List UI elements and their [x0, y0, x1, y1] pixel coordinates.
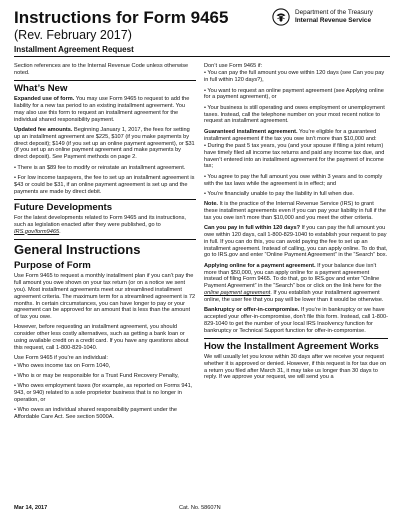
document-title: Instructions for Form 9465 [14, 8, 229, 27]
note-text: It is the practice of the Internal Revenue Service (IRS) to grant these installment agreements even if you can pay your liability in full if the tax you owe isn’t more than $10,000 and you meet the other criteria. [204, 201, 386, 221]
left-column [14, 63, 196, 425]
apply-online-label: Applying online for a payment agreement. [204, 262, 316, 269]
future-developments-paragraph [14, 215, 196, 235]
purpose-paragraph-1: Use Form 9465 to request a monthly installment plan if you can’t pay the full amount you owe shown on your tax return (or on a notice we sent you). Most installment agreements meet our streamlined installment agreement criteria. The maximum term for a streamlined agreement is 72 months. In certain circumstances, you can have longer to pay or your agreement can be approved for an amount that is less than the amount of tax you owe. [14, 273, 196, 321]
general-instructions-heading: General Instructions [14, 239, 196, 257]
agency-name: Internal Revenue Service [295, 17, 372, 24]
right-column [204, 63, 388, 385]
pay-120-days-label: Can you pay in full within 120 days? [204, 225, 301, 232]
how-agreement-works-heading: How the Installment Agreement Works [204, 338, 388, 352]
individual-bullet-3: • Who owes employment taxes (for example, as reported on Forms 941, 943, or 940) related to a sole proprietor business that is no longer in operation, or [14, 383, 193, 404]
apply-online-end: . If you establish your installment agreement online, the user fee that you pay will be lower than it would be otherwise. [204, 290, 384, 303]
individual-bullet-1: • Who owes income tax on Form 1040, [14, 362, 111, 369]
future-developments-heading: Future Developments [14, 199, 196, 213]
purpose-of-form-heading: Purpose of Form [14, 260, 91, 272]
purpose-paragraph-2: However, before requesting an installment agreement, you should consider other less costly alternatives, such as getting a bank loan or using available credit on a credit card. If you have any questions about this request, call 1-800-829-1040. [14, 324, 189, 351]
bankruptcy-label: Bankruptcy or offer-in-compromise. [204, 307, 300, 314]
low-income-bullet: • For low income taxpayers, the fee to set up an installment agreement is $43 or could be $31, if an online payment agreement is set up and the payments are made by direct debit. [14, 174, 195, 195]
form9465-link[interactable]: IRS.gov/form9465 [14, 228, 60, 235]
document-header [14, 8, 390, 60]
expanded-use-label: Expanded use of form. [14, 96, 75, 103]
header-rule [14, 56, 390, 57]
document-subtitle: Installment Agreement Request [14, 45, 134, 54]
updated-fees-paragraph [14, 127, 196, 161]
dont-use-heading: Don’t use Form 9465 if: [204, 63, 263, 69]
guaranteed-agreement-label: Guaranteed installment agreement. [204, 128, 298, 135]
guaranteed-bullet-1: • During the past 5 tax years, you (and your spouse if filing a joint return) have timely filed all income tax returns and paid any income tax due, and haven’t entered into an installment agreement for the payment of income tax; [204, 142, 385, 170]
dont-use-bullet-3: • Your business is still operating and owes employment or unemployment taxes. Instead, call the telephone number on your most recent notice to request an installment agreement. [204, 104, 385, 125]
guaranteed-bullet-2: • You agree to pay the full amount you owe within 3 years and to comply with the tax laws while the agreement is in effect; and [204, 173, 383, 187]
apply-online-text: If your balance due isn’t more than $50,000, you can apply online for a payment agreement instead of filing Form 9465. To do that, go to IRS.gov and enter “Online Payment Agreement” in the “Search” box or click on the link here for the [204, 262, 382, 290]
revision-date: (Rev. February 2017) [14, 28, 132, 42]
expanded-use-paragraph [14, 96, 196, 123]
catalog-number: Cat. No. 58607N [179, 505, 221, 511]
guaranteed-agreement-text: You’re eligible for a guaranteed installment agreement if the tax you owe isn’t more than $10,000 and: [204, 128, 377, 142]
department-name: Department of the Treasury [295, 9, 373, 16]
bankruptcy-paragraph [204, 307, 388, 334]
guaranteed-agreement-paragraph [204, 129, 388, 143]
future-end: . [59, 228, 61, 235]
dont-use-bullet-2: • You want to request an online payment agreement (see Applying online for a payment agreement), or [204, 87, 384, 101]
updated-fees-text: Beginning January 1, 2017, the fees for setting up an installment agreement are $225, $107 (if you make payments by direct deposit); $149 (if you set up an online payment agreement), or $31 (if you set up an online payment agreement and make payments by direct deposit). See Payment methods on page 2. [14, 126, 195, 161]
expanded-use-text: You may use Form 9465 to request to add the liability for a new tax period to an existing installment agreement. You may also use this form to request an installment agreement for the individual shared responsibility payment. [14, 96, 190, 123]
how-agreement-works-paragraph: We will usually let you know within 30 days after we receive your request whether it is approved or denied. However, if this request is for tax due on a return you filed after March 31, it may take us longer than 30 days to reply. If we approve your request, we will send you a [204, 354, 387, 381]
footer-date: Mar 14, 2017 [14, 505, 48, 511]
guaranteed-bullet-3: • You’re financially unable to pay the liability in full when due. [204, 190, 354, 197]
future-text: For the latest developments related to Form 9465 and its instructions, such as legislation enacted after they were published, go to [14, 214, 186, 228]
fee-bullet: • There is an $89 fee to modify or reinstate an installment agreement. [14, 164, 186, 171]
intro-text: Section references are to the Internal Revenue Code unless otherwise noted. [14, 63, 189, 76]
updated-fees-label: Updated fee amounts. [14, 126, 73, 133]
note-label: Note. [204, 201, 218, 208]
note-paragraph [204, 201, 388, 221]
pay-120-days-paragraph [204, 225, 388, 259]
whats-new-heading: What’s New [14, 80, 196, 94]
department-block [295, 9, 373, 25]
pay-120-days-text: If you can pay the full amount you owe within 120 days, call 1-800-829-1040 to establish your request to pay in full. If you can do this, you can avoid paying the fee to set up an installment agreement. Instead of calling, you can apply online. To do that, go to IRS.gov and enter “Online Payment Agreement” in the “Search” box. [204, 225, 388, 259]
dont-use-bullet-1: • You can pay the full amount you owe within 120 days (see Can you pay in full within 120 days?), [204, 70, 385, 84]
bankruptcy-text: If you’re in bankruptcy or we have accepted your offer-in-compromise, don’t file this form. Instead, call 1-800-829-1040 to get the number of your local IRS Insolvency function for bankruptcy or Technical Support function for offer-in-compromise. [204, 307, 388, 334]
apply-online-paragraph [204, 263, 388, 304]
online-payment-agreement-link[interactable]: online payment agreement [204, 290, 271, 297]
individual-bullet-4: • Who owes an individual shared responsibility payment under the Affordable Care Act. See section 5000A. [14, 407, 178, 421]
individual-bullet-2: • Who is or may be responsible for a Trust Fund Recovery Penalty, [14, 373, 179, 380]
treasury-eagle-logo-icon [272, 8, 290, 26]
purpose-paragraph-3: Use Form 9465 if you’re an individual: [14, 355, 108, 362]
